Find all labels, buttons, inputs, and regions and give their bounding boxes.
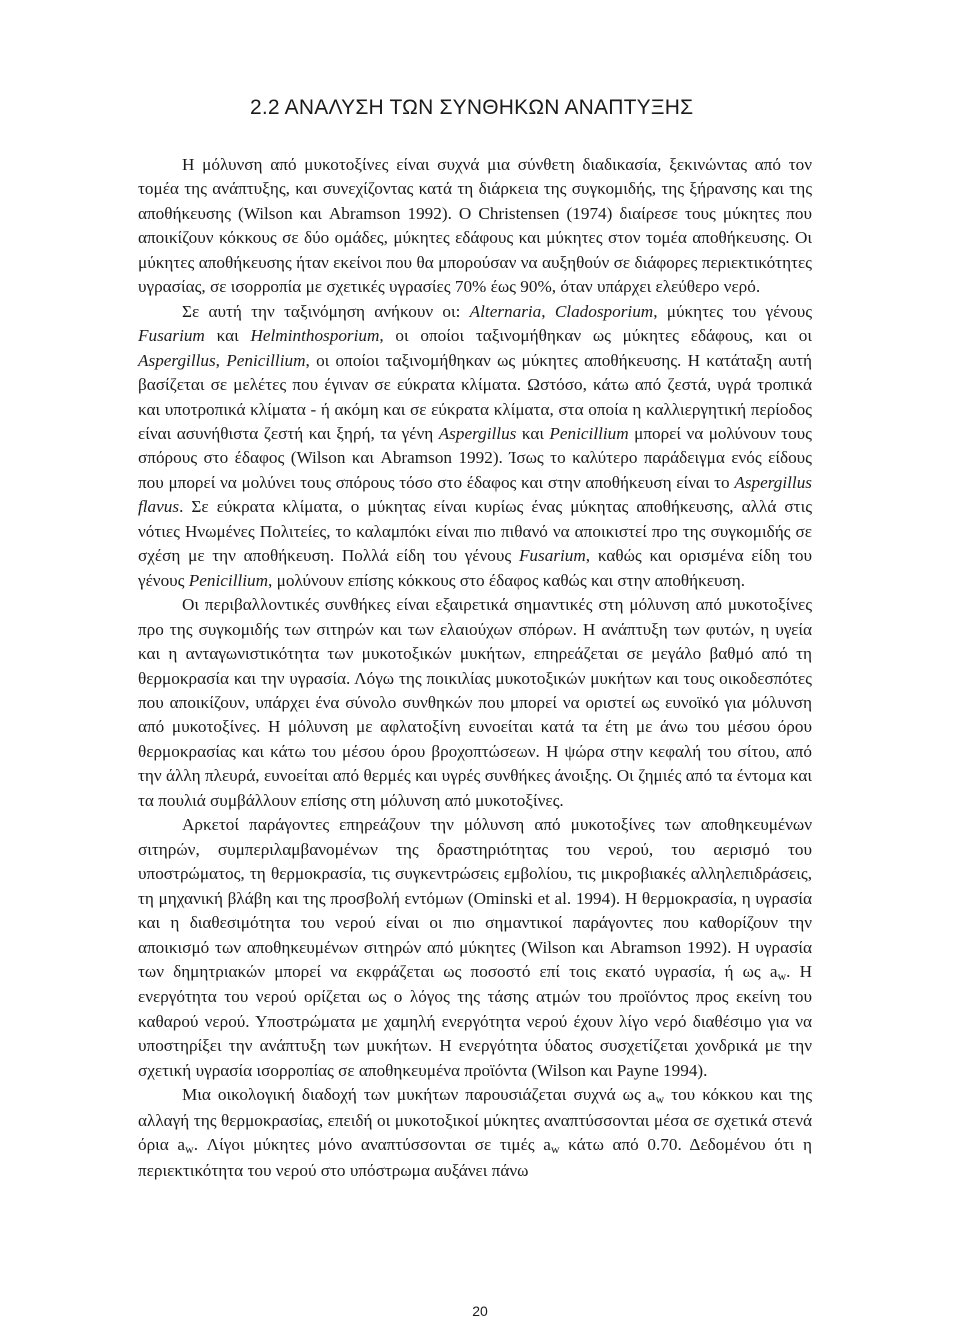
text-run: και: [204, 326, 251, 346]
text-run: Η μόλυνση από μυκοτοξίνες είναι συχνά μια σύνθετη διαδικασία, ξεκινώντας από τον τομέα της ανάπτυξης, και συνεχίζοντας κατά τη διάρκεια της συγκομιδής, της ξήρανσης και της αποθήκευσης (Wilson και Abramson 1992). Ο Christensen (1974) διαίρεσε τους μύκητες που αποικίζουν κόκκους σε δύο ομάδες, μύκητες εδάφους και μύκητες στον τομέα αποθήκευσης. Οι μύκητες αποθήκευσης ήταν εκείνοι που θα μπορούσαν να αυξηθούν σε διάφορες περιεκτικότητες υγρασίας, σε ισορροπία με σχετικές υγρασίες 70% έως 90%, όταν υπάρχει ελεύθερο νερό.: [138, 155, 812, 297]
text-run: του κόκκου και της αλλαγή της θερμοκρασίας, επειδή οι μυκοτοξικοί μύκητες αναπτύσσονται μέσα σε σχετικά στενά όρια a: [138, 1085, 813, 1155]
italic-text: Penicillium: [226, 350, 306, 370]
paragraph: [138, 1083, 812, 1183]
paragraph: [138, 300, 812, 593]
italic-text: Cladosporium: [554, 301, 654, 321]
text-run: και: [516, 423, 550, 443]
text-run: μπορεί να μολύνουν τους σπόρους στο έδαφος (Wilson και Abramson 1992). Ίσως το καλύτερο παράδειγμα ενός είδους που μπορεί να μολύνει τους σπόρους τόσο στο έδαφος και στην αποθήκευση είναι το: [138, 423, 812, 492]
italic-text: Penicillium: [549, 423, 629, 443]
text-run: , καθώς και ορισμένα είδη του γένους: [138, 546, 813, 590]
subscript-text: w: [777, 968, 787, 983]
paragraph: [138, 153, 812, 300]
text-run: Οι περιβαλλοντικές συνθήκες είναι εξαιρετικά σημαντικές στη μόλυνση από μυκοτοξίνες προ της συγκομιδής των σιτηρών και των ελαιούχων σπόρων. Η ανάπτυξη των φυτών, η υγεία και η ανταγωνιστικότητα των μυκοτοξικών μυκήτων, επηρεάζεται σε μεγάλο βαθμό από τη θερμοκρασία και την υγρασία. Λόγω της ποικιλίας μυκοτοξικών μυκήτων και τους οικοδεσπότες που αποικίζουν, υπάρχει ένα σύνολο συνθηκών που μπορεί να οριστεί ως ευνοϊκό για μόλυνση από μυκοτοξίνες. Η μόλυνση με αφλατοξίνη ευνοείται κατά τα έτη με άνω του μέσου όρου θερμοκρασίας και κάτω του μέσου όρου βροχοπτώσεων. Η ψώρα στην κεφαλή του σίτου, από την άλλη πλευρά, ευνοείται από θερμές και υγρές συνθήκες άνοιξης. Οι ζημιές από τα έντομα και τα πουλιά συμβάλλουν επίσης στη μόλυνση από μυκοτοξίνες.: [138, 595, 812, 810]
subscript-text: w: [655, 1092, 665, 1107]
italic-text: Helminthosporium: [250, 326, 380, 346]
italic-text: Aspergillus flavus: [138, 472, 812, 517]
text-run: , μολύνουν επίσης κόκκους στο έδαφος καθώς και στην αποθήκευση.: [268, 570, 746, 590]
paragraph: [138, 813, 812, 1083]
italic-text: Aspergillus: [438, 423, 517, 443]
subscript-text: w: [185, 1142, 194, 1157]
italic-text: Penicillium: [188, 570, 269, 590]
text-run: ,: [541, 301, 555, 321]
text-run: ,: [215, 350, 227, 370]
text-run: . Λίγοι μύκητες μόνο αναπτύσσονται σε τιμές a: [193, 1135, 551, 1155]
italic-text: Fusarium: [138, 326, 205, 346]
text-run: , οι οποίοι ταξινομήθηκαν ως μύκητες αποθήκευσης. Η κατάταξη αυτή βασίζεται σε μελέτες που έγιναν σε εύκρατα κλίματα. Ωστόσο, κάτω από ζεστά, υγρά τροπικά και υποτροπικά κλίματα - ή ακόμη και σε εύκρατα κλίματα, στα οποία η καλλιεργητική περίοδος είναι ασυνήθιστα ζεστή και ξηρή, τα γένη: [138, 350, 812, 443]
text-run: Μια οικολογική διαδοχή των μυκήτων παρουσιάζεται συχνά ως a: [182, 1085, 656, 1105]
text-run: , μύκητες του γένους: [653, 301, 813, 321]
body-text: [138, 153, 812, 1183]
italic-text: Aspergillus: [138, 350, 216, 370]
italic-text: Alternaria: [469, 301, 542, 321]
italic-text: Fusarium: [518, 546, 586, 566]
page-number: 20: [472, 1303, 488, 1319]
subscript-text: w: [550, 1142, 560, 1157]
text-run: κάτω από 0.70. Δεδομένου ότι η περιεκτικότητα του νερού στο υπόστρωμα αυξάνει πάνω: [138, 1135, 812, 1180]
section-heading: 2.2 ΑΝΑΛΥΣΗ ΤΩΝ ΣΥΝΘΗΚΩΝ ΑΝΑΠΤΥΞΗΣ: [250, 96, 694, 119]
paragraph: [138, 593, 812, 813]
text-run: , οι οποίοι ταξινομήθηκαν ως μύκητες εδάφους, και οι: [379, 326, 813, 346]
text-run: Αρκετοί παράγοντες επηρεάζουν την μόλυνση από μυκοτοξίνες των αποθηκευμένων σιτηρών, συμπεριλαμβανομένων της δραστηριότητας του νερού, του αερισμό του υποστρώματος, τη θερμοκρασία, τις συγκεντρώσεις εμβολίου, τις μικροβιακές αλληλεπιδράσεις, τη μηχανική βλάβη και της προσβολή εντόμων (Ominski et al. 1994). Η θερμοκρασία, η υγρασία και η διαθεσιμότητα του νερού είναι οι πιο σημαντικοί παράγοντες που καθορίζουν την αποικισμό των αποθηκευμένων σιτηρών από μύκητες (Wilson και Abramson 1992). Η υγρασία των δημητριακών μπορεί να εκφράζεται ως ποσοστό επί τοις εκατό υγρασία, ή ως a: [138, 815, 812, 981]
text-run: . Η ενεργότητα του νερού ορίζεται ως ο λόγος της τάσης ατμών του προϊόντος προς εκείνη του καθαρού νερού. Υποστρώματα με χαμηλή ενεργότητα νερού έχουν λίγο νερό διαθέσιμο για να υποστηρίξει την ανάπτυξη των μυκήτων. Η ενεργότητα ύδατος συσχετίζεται χονδρικά με την σχετική υγρασία ισορροπίας σε αποθηκευμένα προϊόντα (Wilson και Payne 1994).: [138, 961, 812, 1080]
text-run: . Σε εύκρατα κλίματα, ο μύκητας είναι κυρίως ένας μύκητας αποθήκευσης, αλλά στις νότιες Ηνωμένες Πολιτείες, το καλαμπόκι είναι πιο πιθανό να αποικιστεί προ της συγκομιδής σε σχέση με την αποθήκευση. Πολλά είδη του γένους: [138, 497, 812, 566]
text-run: Σε αυτή την ταξινόμηση ανήκουν οι:: [182, 301, 470, 321]
